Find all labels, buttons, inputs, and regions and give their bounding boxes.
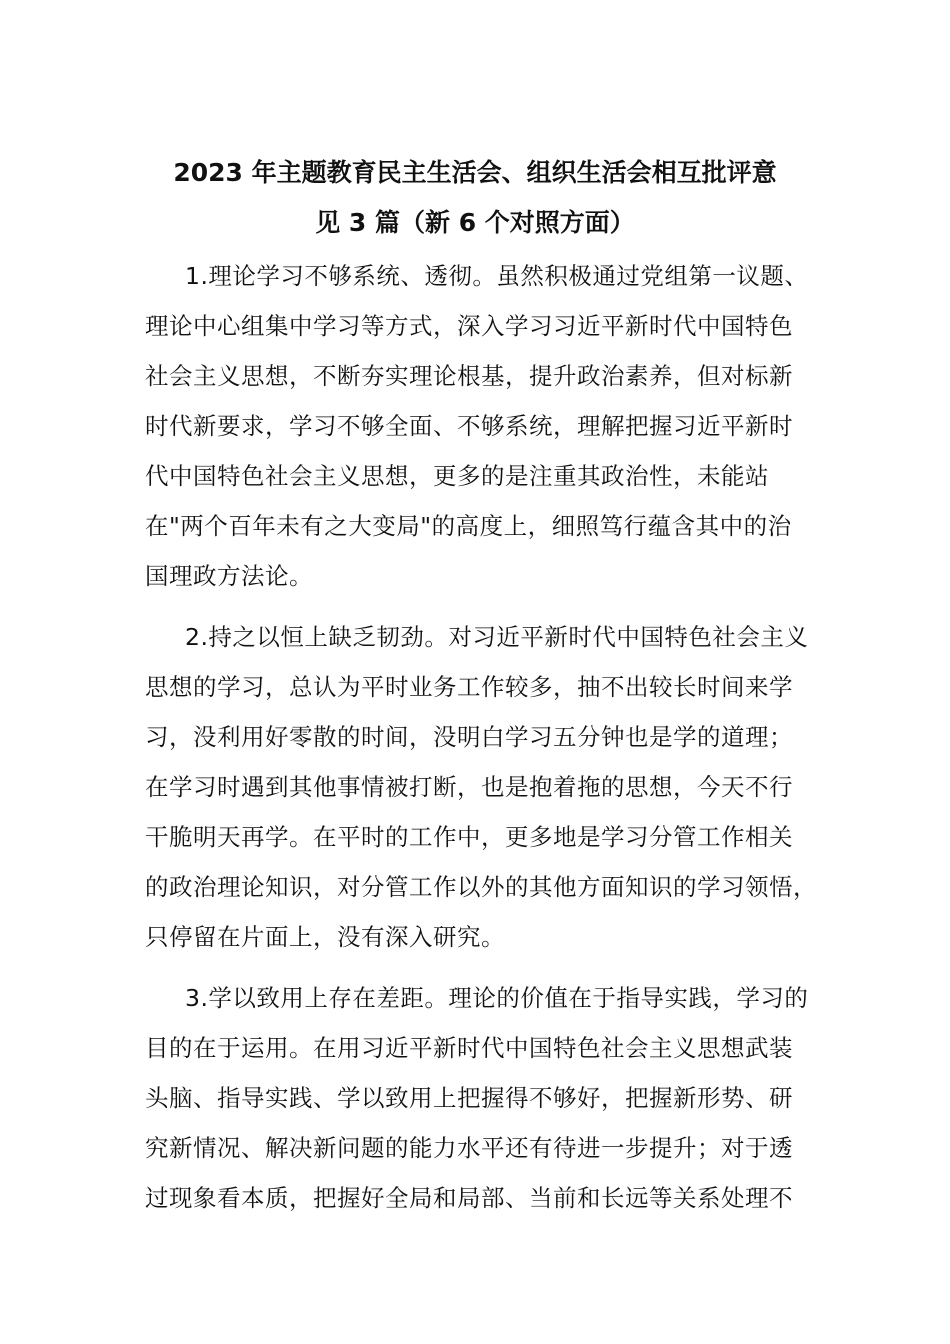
paragraph-line: 思想的学习，总认为平时业务工作较多，抽不出较长时间来学 — [145, 673, 793, 701]
document-title-line-1: 2023 年主题教育民主生活会、组织生活会相互批评意 — [173, 158, 777, 187]
paragraph-line: 在学习时遇到其他事情被打断，也是抱着拖的思想，今天不行 — [145, 773, 793, 801]
paragraph-line: 代中国特色社会主义思想，更多的是注重其政治性，未能站 — [145, 462, 769, 490]
paragraph-line: 3.学以致用上存在差距。理论的价值在于指导实践，学习的 — [185, 984, 809, 1012]
paragraph-line: 社会主义思想，不断夯实理论根基，提升政治素养，但对标新 — [145, 362, 793, 390]
paragraph-line: 的政治理论知识，对分管工作以外的其他方面知识的学习领悟， — [145, 873, 817, 901]
paragraph-line: 1.理论学习不够系统、透彻。虽然积极通过党组第一议题、 — [185, 262, 809, 290]
paragraph-line: 头脑、指导实践、学以致用上把握得不够好，把握新形势、研 — [145, 1084, 793, 1112]
paragraph-line: 理论中心组集中学习等方式，深入学习习近平新时代中国特色 — [145, 312, 793, 340]
paragraph-line: 究新情况、解决新问题的能力水平还有待进一步提升；对于透 — [145, 1134, 793, 1162]
paragraph-line: 2.持之以恒上缺乏韧劲。对习近平新时代中国特色社会主义 — [185, 623, 809, 651]
paragraph-line: 在"两个百年未有之大变局"的高度上，细照笃行蕴含其中的治 — [145, 512, 792, 540]
paragraph-line: 只停留在片面上，没有深入研究。 — [145, 923, 505, 951]
paragraph-line: 国理政方法论。 — [145, 562, 313, 590]
paragraph-line: 目的在于运用。在用习近平新时代中国特色社会主义思想武装 — [145, 1034, 793, 1062]
paragraph-line: 干脆明天再学。在平时的工作中，更多地是学习分管工作相关 — [145, 823, 793, 851]
document-title-line-2: 见 3 篇（新 6 个对照方面） — [315, 208, 635, 237]
paragraph-line: 过现象看本质，把握好全局和局部、当前和长远等关系处理不 — [145, 1184, 793, 1212]
paragraph-line: 时代新要求，学习不够全面、不够系统，理解把握习近平新时 — [145, 412, 793, 440]
paragraph-line: 习，没利用好零散的时间，没明白学习五分钟也是学的道理； — [145, 723, 793, 751]
